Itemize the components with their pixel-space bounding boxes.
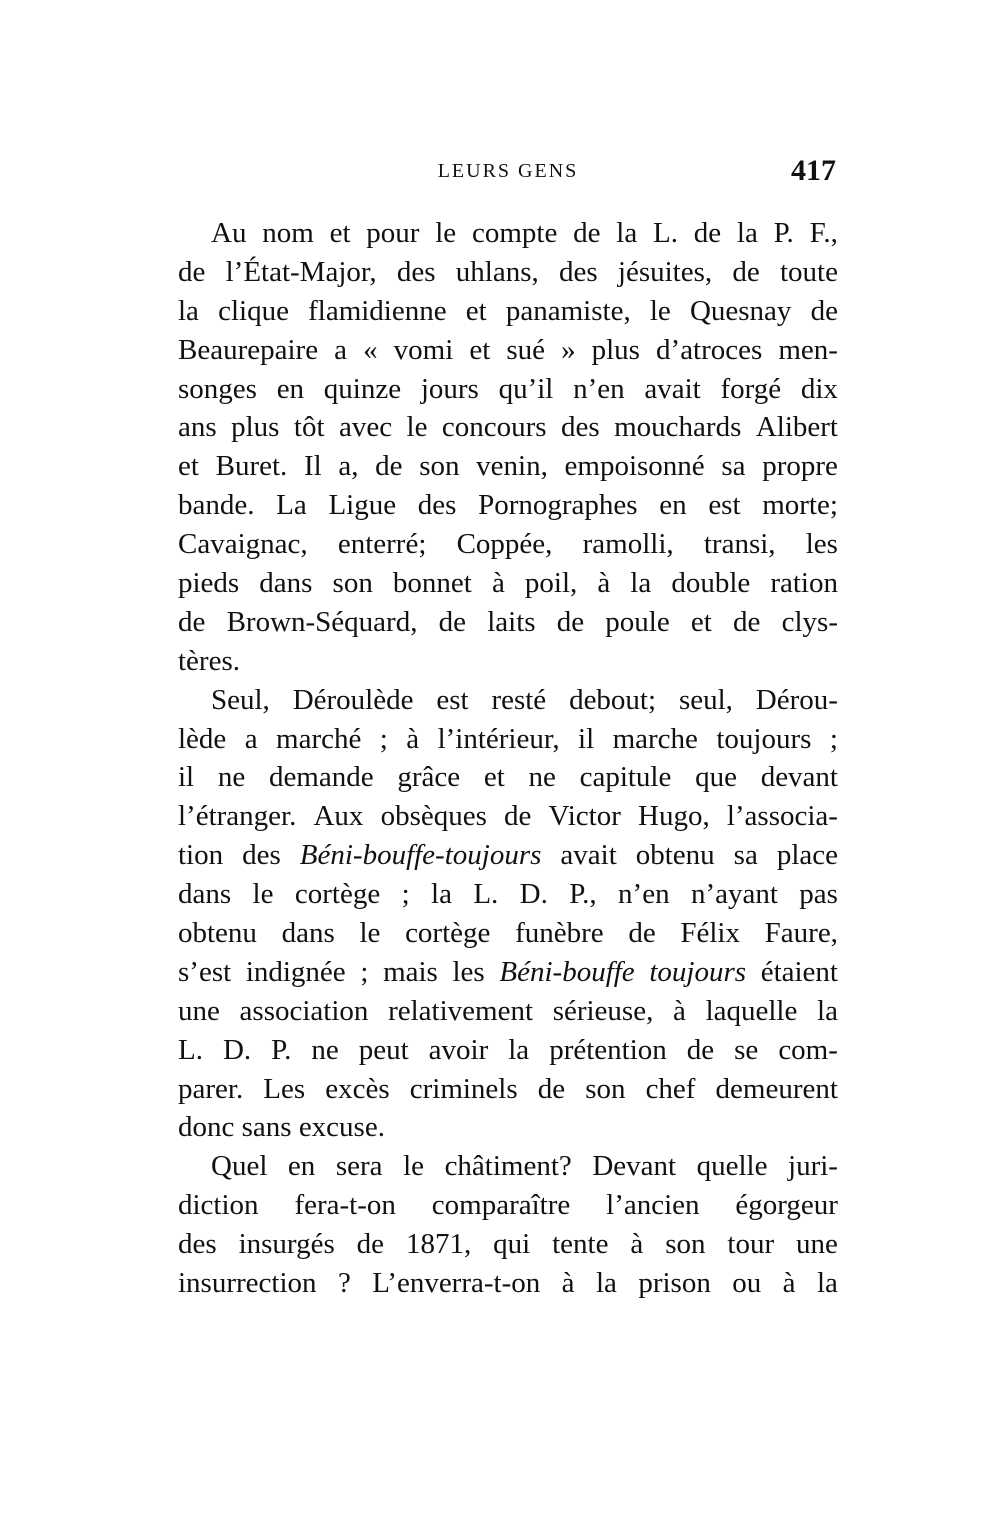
text-line: dans le cortège ; la L. D. P., n’en n’ayant pas	[178, 878, 838, 911]
text-line: parer. Les excès criminels de son chef demeurent	[178, 1072, 838, 1105]
text-line: obtenu dans le cortège funèbre de Félix Faure,	[178, 917, 838, 950]
text-line: pieds dans son bonnet à poil, à la double ration	[178, 567, 838, 600]
text-line: tères.	[178, 644, 240, 677]
italic-title: Béni-bouffe-toujours	[299, 839, 542, 872]
text-line: donc sans excuse.	[178, 1111, 385, 1144]
running-head	[176, 152, 840, 192]
text-line	[178, 836, 838, 875]
text-line: Quel en sera le châtiment? Devant quelle juri-	[211, 1150, 838, 1183]
text-segment: avait obtenu sa place	[541, 839, 838, 872]
text-line: l’étranger. Aux obsèques de Victor Hugo, l’associa-	[178, 800, 838, 833]
body-text	[178, 214, 838, 1303]
text-line: Cavaignac, enterré; Coppée, ramolli, transi, les	[178, 528, 838, 561]
text-line: il ne demande grâce et ne capitule que devant	[178, 761, 838, 794]
text-segment: s’est indignée ; mais les	[178, 955, 500, 988]
text-line: ans plus tôt avec le concours des mouchards Alibert	[178, 411, 838, 444]
text-line: insurrection ? L’enverra-t-on à la prison ou à la	[178, 1267, 838, 1300]
text-line: Seul, Déroulède est resté debout; seul, Dérou-	[211, 683, 838, 716]
text-line: bande. La Ligue des Pornographes en est morte;	[178, 489, 838, 522]
text-segment: tion des	[178, 839, 300, 872]
text-line: une association relativement sérieuse, à laquelle la	[178, 994, 838, 1027]
text-line: L. D. P. ne peut avoir la prétention de se com-	[178, 1033, 838, 1066]
italic-title: Béni-bouffe toujours	[499, 955, 747, 988]
text-line	[178, 953, 838, 992]
text-line: diction fera-t-on comparaître l’ancien égorgeur	[178, 1189, 838, 1222]
text-line: de l’État-Major, des uhlans, des jésuites, de toute	[178, 255, 838, 288]
text-line: lède a marché ; à l’intérieur, il marche toujours ;	[178, 722, 838, 755]
text-line: la clique flamidienne et panamiste, le Quesnay de	[178, 294, 838, 327]
text-line: Au nom et pour le compte de la L. de la P. F.,	[211, 217, 838, 249]
page-number: 417	[791, 154, 836, 187]
text-line: de Brown-Séquard, de laits de poule et de clys-	[178, 605, 838, 638]
text-segment: étaient	[746, 955, 838, 988]
running-title: LEURS GENS	[437, 160, 579, 182]
text-line: songes en quinze jours qu’il n’en avait forgé dix	[178, 372, 838, 405]
text-line: des insurgés de 1871, qui tente à son tour une	[178, 1228, 838, 1261]
text-line: et Buret. Il a, de son venin, empoisonné sa propre	[178, 450, 838, 483]
text-line: Beaurepaire a « vomi et sué » plus d’atroces men-	[178, 333, 838, 366]
